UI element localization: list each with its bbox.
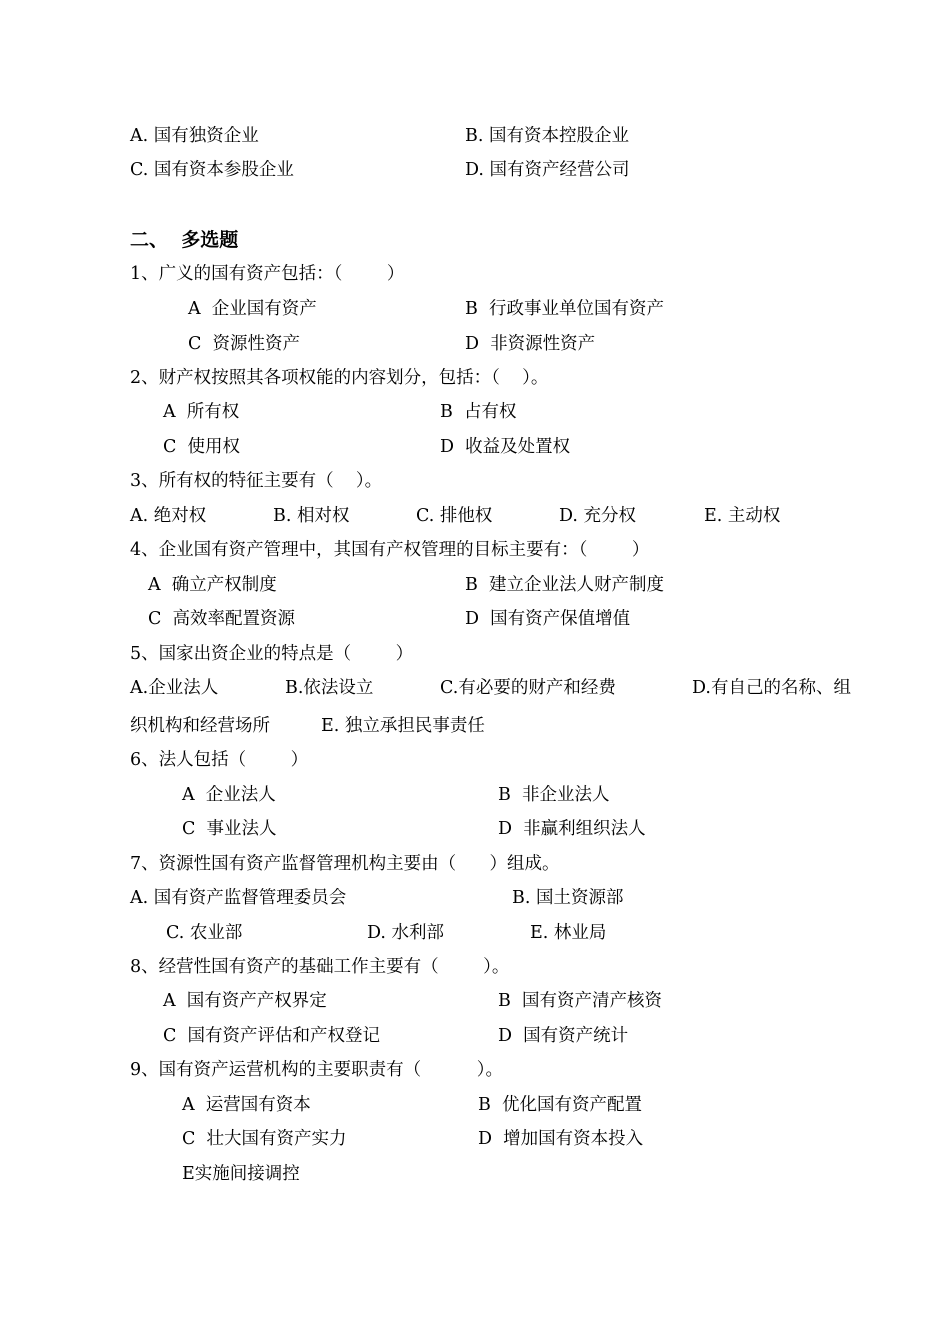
question-3-option-b: B. 相对权 <box>273 506 350 526</box>
question-7-option-e: E. 林业局 <box>530 923 607 943</box>
question-5-option-e: E. 独立承担民事责任 <box>321 716 485 736</box>
question-2-option-a: A 所有权 <box>163 402 240 422</box>
question-8-option-b: B 国有资产清产核资 <box>498 991 662 1011</box>
question-1-stem: 1、广义的国有资产包括：（ ） <box>130 264 405 284</box>
question-1-option-a: A 企业国有资产 <box>188 299 317 319</box>
question-8-option-a: A 国有资产产权界定 <box>163 991 327 1011</box>
option-d: D. 国有资产经营公司 <box>465 160 630 180</box>
question-2-option-c: C 使用权 <box>163 437 241 457</box>
question-7-stem: 7、资源性国有资产监督管理机构主要由（ ）组成。 <box>130 854 560 874</box>
question-6-stem: 6、法人包括（ ） <box>130 750 309 770</box>
option-b: B. 国有资本控股企业 <box>465 126 629 146</box>
question-9-option-c: C 壮大国有资产实力 <box>182 1129 347 1149</box>
question-8-stem: 8、经营性国有资产的基础工作主要有（ ）。 <box>130 957 510 977</box>
question-5-option-d-line2: 织机构和经营场所 <box>130 716 270 736</box>
question-5-option-d-line1: D.有自己的名称、组 <box>692 678 851 698</box>
question-3-option-d: D. 充分权 <box>559 506 637 526</box>
question-1-option-d: D 非资源性资产 <box>465 334 596 354</box>
question-9-option-b: B 优化国有资产配置 <box>478 1095 642 1115</box>
question-9-option-d: D 增加国有资本投入 <box>478 1129 644 1149</box>
question-6-option-b: B 非企业法人 <box>498 785 610 805</box>
question-2-option-d: D 收益及处置权 <box>440 437 571 457</box>
section-heading: 二、 多选题 <box>130 229 239 251</box>
question-7-option-c: C. 农业部 <box>166 923 243 943</box>
question-4-option-b: B 建立企业法人财产制度 <box>465 575 664 595</box>
question-7-option-d: D. 水利部 <box>367 923 445 943</box>
option-a: A. 国有独资企业 <box>130 126 259 146</box>
question-3-option-a: A. 绝对权 <box>130 506 207 526</box>
question-3-option-c: C. 排他权 <box>416 506 493 526</box>
question-2-option-b: B 占有权 <box>440 402 517 422</box>
question-1-option-b: B 行政事业单位国有资产 <box>465 299 664 319</box>
question-3-option-e: E. 主动权 <box>704 506 781 526</box>
question-6-option-d: D 非赢利组织法人 <box>498 819 646 839</box>
question-1-option-c: C 资源性资产 <box>188 334 301 354</box>
question-7-option-b: B. 国土资源部 <box>512 888 624 908</box>
question-9-option-e: E实施间接调控 <box>182 1164 300 1184</box>
question-7-option-a: A. 国有资产监督管理委员会 <box>130 888 347 908</box>
question-5-option-a: A.企业法人 <box>130 678 219 698</box>
option-c: C. 国有资本参股企业 <box>130 160 294 180</box>
question-6-option-a: A 企业法人 <box>182 785 276 805</box>
question-5-option-b: B.依法设立 <box>285 678 374 698</box>
question-8-option-d: D 国有资产统计 <box>498 1026 629 1046</box>
question-8-option-c: C 国有资产评估和产权登记 <box>163 1026 381 1046</box>
question-2-stem: 2、财产权按照其各项权能的内容划分，包括：（ ）。 <box>130 368 549 388</box>
question-4-option-d: D 国有资产保值增值 <box>465 609 631 629</box>
question-3-stem: 3、所有权的特征主要有（ ）。 <box>130 471 383 491</box>
question-9-stem: 9、国有资产运营机构的主要职责有（ ）。 <box>130 1060 504 1080</box>
question-5-stem: 5、国家出资企业的特点是（ ） <box>130 644 414 664</box>
question-6-option-c: C 事业法人 <box>182 819 277 839</box>
question-4-option-a: A 确立产权制度 <box>148 575 277 595</box>
question-4-stem: 4、企业国有资产管理中，其国有产权管理的目标主要有：（ ） <box>130 540 650 560</box>
question-4-option-c: C 高效率配置资源 <box>148 609 296 629</box>
question-5-option-c: C.有必要的财产和经费 <box>440 678 616 698</box>
question-9-option-a: A 运营国有资本 <box>182 1095 311 1115</box>
